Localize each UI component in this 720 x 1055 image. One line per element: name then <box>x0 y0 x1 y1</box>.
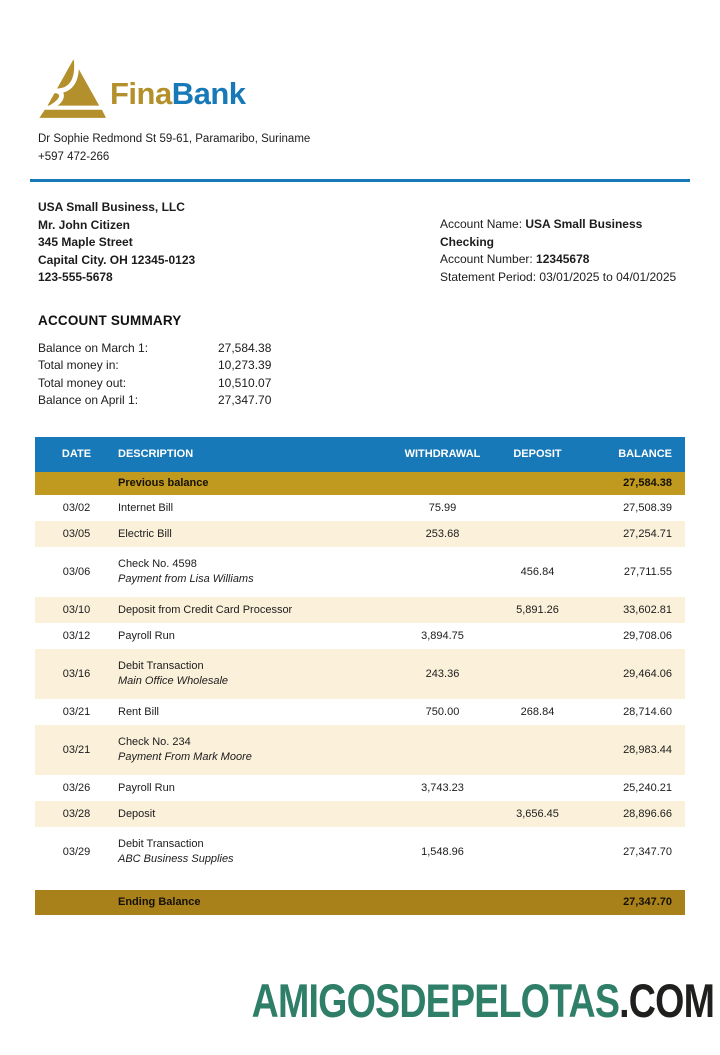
transaction-balance: 28,714.60 <box>623 705 672 718</box>
transaction-withdrawal: 253.68 <box>425 527 460 540</box>
summary-row <box>38 392 720 410</box>
transaction-withdrawal: 3,894.75 <box>421 629 464 642</box>
transaction-date: 03/26 <box>62 781 91 794</box>
transaction-row <box>35 649 685 699</box>
statement-period-label: Statement Period: <box>440 269 540 284</box>
transaction-row <box>35 801 685 827</box>
transaction-description <box>118 838 390 865</box>
bank-logo <box>38 55 720 121</box>
transaction-row <box>35 699 685 725</box>
transaction-description-sub: ABC Business Supplies <box>118 853 234 865</box>
finabank-triangle-logo-icon <box>38 55 106 121</box>
header-description: DESCRIPTION <box>118 448 194 460</box>
transaction-description-main: Internet Bill <box>118 501 174 514</box>
transaction-description-sub: Main Office Wholesale <box>118 675 229 687</box>
transaction-balance: 33,602.81 <box>623 603 672 616</box>
transaction-deposit: 456.84 <box>520 565 555 578</box>
summary-row <box>38 375 720 393</box>
transaction-row <box>35 495 685 521</box>
transaction-row <box>35 725 685 775</box>
transaction-balance: 27,508.39 <box>623 501 672 514</box>
account-holder-street: 345 Maple Street <box>38 235 133 249</box>
transaction-balance: 27,711.55 <box>623 565 672 578</box>
transaction-description-sub: Payment from Lisa Williams <box>118 573 254 585</box>
transaction-description <box>118 660 390 687</box>
ending-balance-row <box>35 890 685 915</box>
transaction-deposit: 3,656.45 <box>516 807 559 820</box>
transaction-date: 03/12 <box>62 629 91 642</box>
transaction-description-main: Check No. 234 <box>118 736 191 748</box>
transaction-deposit: 268.84 <box>520 705 555 718</box>
bank-name-bank: Bank <box>171 76 246 111</box>
previous-balance-value: 27,584.38 <box>623 477 672 489</box>
transaction-row <box>35 827 685 877</box>
transaction-date: 03/05 <box>62 527 91 540</box>
transaction-description-main: Payroll Run <box>118 781 175 794</box>
transaction-row <box>35 547 685 597</box>
transaction-balance: 28,983.44 <box>623 743 672 756</box>
transaction-row <box>35 775 685 801</box>
account-info-block <box>440 199 682 287</box>
account-number-row <box>440 251 682 269</box>
transaction-date: 03/21 <box>62 705 91 718</box>
summary-value: 10,273.39 <box>218 358 272 372</box>
transaction-balance: 29,464.06 <box>623 667 672 680</box>
bank-statement-page <box>0 55 720 1055</box>
header-date: DATE <box>61 448 92 460</box>
transactions-header-row <box>35 437 685 472</box>
bank-phone: +597 472-266 <box>38 151 110 163</box>
summary-value: 27,584.38 <box>218 340 272 355</box>
transaction-row <box>35 623 685 649</box>
table-gap <box>35 877 685 890</box>
transaction-description <box>118 736 390 763</box>
transaction-date: 03/02 <box>62 501 91 514</box>
previous-balance-label: Previous balance <box>118 477 209 489</box>
header-balance: BALANCE <box>618 448 672 460</box>
transaction-description-main: Electric Bill <box>118 527 172 540</box>
transaction-date: 03/21 <box>62 743 91 756</box>
summary-row <box>38 357 720 375</box>
transaction-description-sub: Payment From Mark Moore <box>118 751 252 763</box>
bank-name <box>110 78 246 109</box>
transaction-balance: 29,708.06 <box>623 629 672 642</box>
summary-label: Total money in: <box>38 358 119 372</box>
transaction-balance: 25,240.21 <box>623 781 672 794</box>
transaction-balance: 27,254.71 <box>623 527 672 540</box>
transaction-description-main: Rent Bill <box>118 705 159 718</box>
transaction-description <box>118 558 390 585</box>
transaction-row <box>35 597 685 623</box>
transaction-date: 03/06 <box>62 565 91 578</box>
transaction-date: 03/10 <box>62 603 91 616</box>
account-number-value: 12345678 <box>536 252 590 266</box>
transaction-date: 03/29 <box>62 845 91 858</box>
transaction-balance: 28,896.66 <box>623 807 672 820</box>
summary-value: 10,510.07 <box>218 375 272 390</box>
parties-section <box>38 199 682 287</box>
account-name-value: USA Small Business Checking <box>440 217 643 249</box>
ending-balance-value: 27,347.70 <box>623 896 672 908</box>
transactions-table <box>35 437 685 915</box>
account-summary-title: ACCOUNT SUMMARY <box>38 312 182 328</box>
transaction-withdrawal: 750.00 <box>425 705 460 718</box>
account-holder-phone: 123-555-5678 <box>38 270 113 284</box>
transaction-withdrawal: 243.36 <box>425 667 460 680</box>
account-summary-section <box>38 313 720 410</box>
transaction-description <box>118 528 390 540</box>
statement-period-value: 03/01/2025 to 04/01/2025 <box>539 269 677 284</box>
transaction-row <box>35 521 685 547</box>
watermark-brand: AMIGOSDEPELOTAS <box>251 974 620 1027</box>
transaction-description-main: Payroll Run <box>118 629 175 642</box>
bank-address-line1: Dr Sophie Redmond St 59-61, Paramaribo, Suriname <box>38 133 311 145</box>
transaction-description <box>118 808 390 820</box>
header-withdrawal: WITHDRAWAL <box>404 448 481 460</box>
header-deposit: DEPOSIT <box>513 448 562 460</box>
summary-label: Balance on April 1: <box>38 393 139 407</box>
watermark <box>252 975 714 1027</box>
transaction-description-main: Deposit <box>118 807 156 820</box>
bank-name-fina: Fina <box>110 76 172 111</box>
watermark-tld: .COM <box>619 974 714 1027</box>
transaction-deposit: 5,891.26 <box>516 603 559 616</box>
summary-row <box>38 340 720 358</box>
account-name-row <box>440 216 682 251</box>
transaction-description-main: Debit Transaction <box>118 660 204 672</box>
transaction-description-main: Deposit from Credit Card Processor <box>118 603 293 616</box>
transaction-date: 03/28 <box>62 807 91 820</box>
statement-period-row <box>440 269 682 287</box>
transaction-rows <box>35 495 685 877</box>
account-holder-name: Mr. John Citizen <box>38 217 131 232</box>
transaction-withdrawal: 1,548.96 <box>421 845 464 858</box>
transaction-description <box>118 706 390 718</box>
account-holder-company: USA Small Business, LLC <box>38 200 185 214</box>
transaction-description <box>118 630 390 642</box>
account-holder-block <box>38 199 195 287</box>
account-summary-rows <box>38 340 720 410</box>
summary-value: 27,347.70 <box>218 393 272 407</box>
ending-balance-label: Ending Balance <box>118 896 201 908</box>
account-number-label: Account Number: <box>440 252 537 266</box>
transaction-withdrawal: 3,743.23 <box>421 781 464 794</box>
transaction-date: 03/16 <box>62 667 91 680</box>
transaction-description <box>118 502 390 514</box>
previous-balance-row <box>35 472 685 495</box>
summary-label: Total money out: <box>38 375 127 390</box>
transaction-balance: 27,347.70 <box>623 845 672 858</box>
account-name-label: Account Name: <box>440 217 526 231</box>
transaction-description <box>118 782 390 794</box>
summary-label: Balance on March 1: <box>38 340 149 355</box>
transaction-description <box>118 604 390 616</box>
account-holder-city: Capital City. OH 12345-0123 <box>38 252 196 267</box>
transaction-description-main: Debit Transaction <box>118 838 204 850</box>
transaction-description-main: Check No. 4598 <box>118 558 197 570</box>
transaction-withdrawal: 75.99 <box>428 501 457 514</box>
bank-address <box>38 130 720 166</box>
header-divider <box>30 179 690 182</box>
